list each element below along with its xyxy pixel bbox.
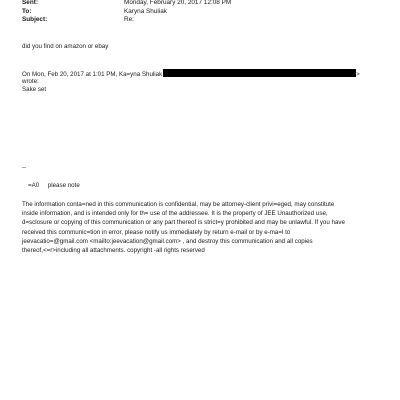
- disclaimer-paragraph: [22, 200, 374, 255]
- note-line: =A0 please note: [28, 182, 80, 189]
- header-sent-row: [22, 0, 231, 7]
- sent-value: Monday, February 20, 2017 12:08 PM: [124, 0, 232, 6]
- quote-intro-line: [22, 69, 360, 80]
- quote-intro: On Mon, Feb 20, 2017 at 1:01 PM, Ka=yna Shuliak: [22, 71, 163, 78]
- sent-label: Sent:: [22, 0, 38, 6]
- signature-separator: --: [22, 164, 27, 171]
- reply-text: did you find on amazon or ebay: [22, 43, 109, 50]
- disclaimer-line: thereof,<=r>including all attachments. copyright -all rights reserved: [22, 247, 205, 255]
- disclaimer-line: The information conta=ned in this communication is confidential, may be attorney-client privi=eged, may constitute: [22, 201, 335, 208]
- quoted-text: Sake set: [22, 86, 47, 93]
- to-label: To:: [22, 8, 32, 15]
- wrote-line: wrote:: [22, 78, 39, 85]
- disclaimer-line: inside information, and is intended only for th= use of the addressee. It is the property of JEE Unauthorized use,: [22, 210, 328, 218]
- header-subject-row: [22, 16, 134, 24]
- disclaimer-line: d=sclosure or copying of this communication or any part thereof is strict=y prohibited and may be unlawful. If you have: [22, 219, 345, 227]
- quote-close: >: [356, 71, 360, 78]
- subject-label: Subject:: [22, 16, 48, 23]
- to-value: Karyna Shuliak: [124, 8, 167, 15]
- header-to-row: [22, 8, 167, 16]
- disclaimer-line: received this communic=tion in error, please notify us immediately by return e-mail or by e-ma=l to: [22, 228, 291, 236]
- disclaimer-line: jeevacatio=@gmail.com <mailto:jeevacation@gmail.com> , and destroy this communication and all copies: [22, 237, 313, 245]
- subject-value: Re:: [124, 16, 134, 23]
- redaction-bar: [163, 69, 356, 77]
